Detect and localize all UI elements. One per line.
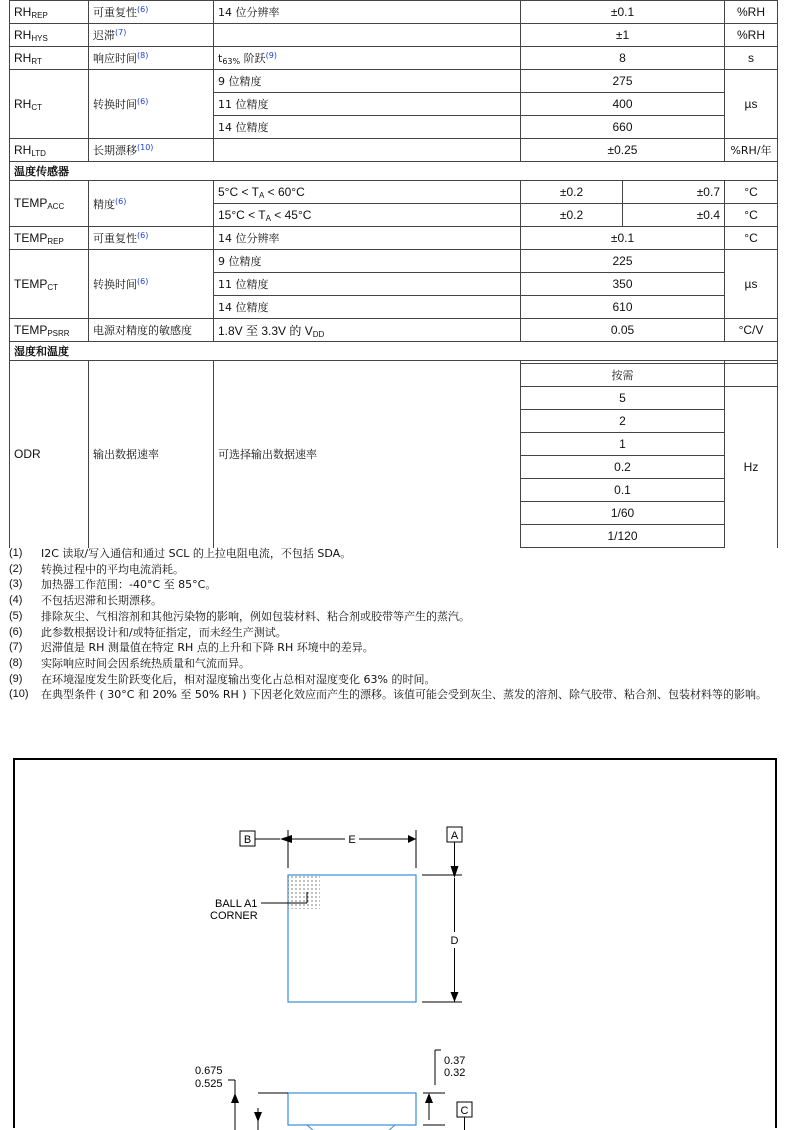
package-outline-svg (15, 760, 775, 1130)
footnote: (10) 在典型条件 ( 30°C 和 20% 至 50% RH ) 下因老化效应而产生的漂移。该值可能会受到灰尘、蒸发的溶剂、除气胶带、粘合剂、包装材料等的影响。 (9, 688, 768, 702)
table-row: 11 位精度 400 (10, 93, 778, 116)
table-row: 14 位精度 660 (10, 116, 778, 139)
table-row: $TEMP_{PSRR}$ 电源对精度的敏感度 1.8V 至 3.3V 的 $V_{DD}$ 0.05 °C/V (10, 319, 778, 342)
table-row: 1 (10, 433, 778, 456)
footnote: (3) 加热器工作范围：-40°C 至 85°C。 (9, 578, 217, 592)
package-body-side (288, 1093, 416, 1125)
table-row: $TEMP_{REP}$ 可重复性$^{(6)}$ 14 位分辨率 ±0.1 °C (10, 227, 778, 250)
table-row: 2 (10, 410, 778, 433)
table-row: 14 位精度 610 (10, 296, 778, 319)
table-row: 0.1 (10, 479, 778, 502)
section-header: 温度传感器 (10, 162, 778, 181)
table-row: 按需 (10, 364, 778, 387)
datum-b-label: B (243, 834, 252, 846)
height-min: 0.525 (195, 1078, 223, 1090)
table-row: 5 Hz (10, 387, 778, 410)
spec-table (9, 0, 778, 548)
table-row: 11 位精度 350 (10, 273, 778, 296)
footnote: (1) I2C 读取/写入通信和通过 SCL 的上拉电阻电流，不包括 SDA。 (9, 547, 352, 560)
footnote: (7) 迟滞值是 RH 测量值在特定 RH 点的上升和下降 RH 环境中的差异。 (9, 641, 374, 655)
datum-c-label: C (460, 1105, 469, 1117)
footnotes (9, 546, 779, 703)
table-row: $RH_{HYS}$ 迟滞$^{(7)}$ ±1 %RH (10, 24, 778, 47)
table-row: $TEMP_{CT}$ 转换时间$^{(6)}$ 9 位精度 225 µs (10, 250, 778, 273)
thickness-max: 0.37 (444, 1055, 466, 1067)
ball-a1-marker (288, 875, 320, 909)
footnote: (4) 不包括迟滞和长期漂移。 (9, 594, 162, 608)
table-row: 1/120 (10, 525, 778, 548)
dim-d-label: D (450, 935, 459, 947)
footnote: (8) 实际响应时间会因系统热质量和气流而异。 (9, 656, 250, 670)
footnote: (9) 在环境湿度发生阶跃变化后，相对湿度输出变化占总相对湿度变化 63% 的时间。 (9, 672, 436, 686)
section-header: 湿度和温度 (10, 342, 778, 361)
table-row: $15^\circ C < T_A < 45^\circ C$ ±0.2 ±0.4 °C (10, 204, 778, 227)
dim-e-label: E (348, 834, 356, 846)
table-row: 0.2 (10, 456, 778, 479)
height-max: 0.675 (195, 1065, 223, 1077)
ball-a1-label-2: CORNER (210, 910, 258, 922)
package-drawing (13, 758, 777, 1128)
datum-a-label: A (450, 830, 459, 842)
footnote: (5) 排除灰尘、气相溶剂和其他污染物的影响，例如包装材料、粘合剂或胶带等产生的蒸汽。 (9, 609, 470, 623)
footnote: (2) 转换过程中的平均电流消耗。 (9, 562, 184, 576)
table-row: $RH_{CT}$ 转换时间$^{(6)}$ 9 位精度 275 µs (10, 70, 778, 93)
footnote: (6) 此参数根据设计和/或特征指定，而未经生产测试。 (9, 625, 287, 639)
table-row: $RH_{REP}$ 可重复性$^{(6)}$ 14 位分辨率 ±0.1 %RH (10, 1, 778, 24)
table-row: $RH_{LTD}$ 长期漂移$^{(10)}$ ±0.25 %RH/年 (10, 139, 778, 162)
table-row: ODR 输出数据速率 可选择输出数据速率 (10, 361, 778, 364)
table-row: $RH_{RT}$ 响应时间$^{(8)}$ $t_{63\%}$ 阶跃$^{(9)}$ 8 s (10, 47, 778, 70)
thickness-min: 0.32 (444, 1067, 466, 1079)
table-row: 1/60 (10, 502, 778, 525)
table-row: $TEMP_{ACC}$ 精度$^{(6)}$ $5^\circ C < T_A < 60^\circ C$ ±0.2 ±0.7 °C (10, 181, 778, 204)
ball-a1-label: BALL A1 (215, 898, 258, 910)
